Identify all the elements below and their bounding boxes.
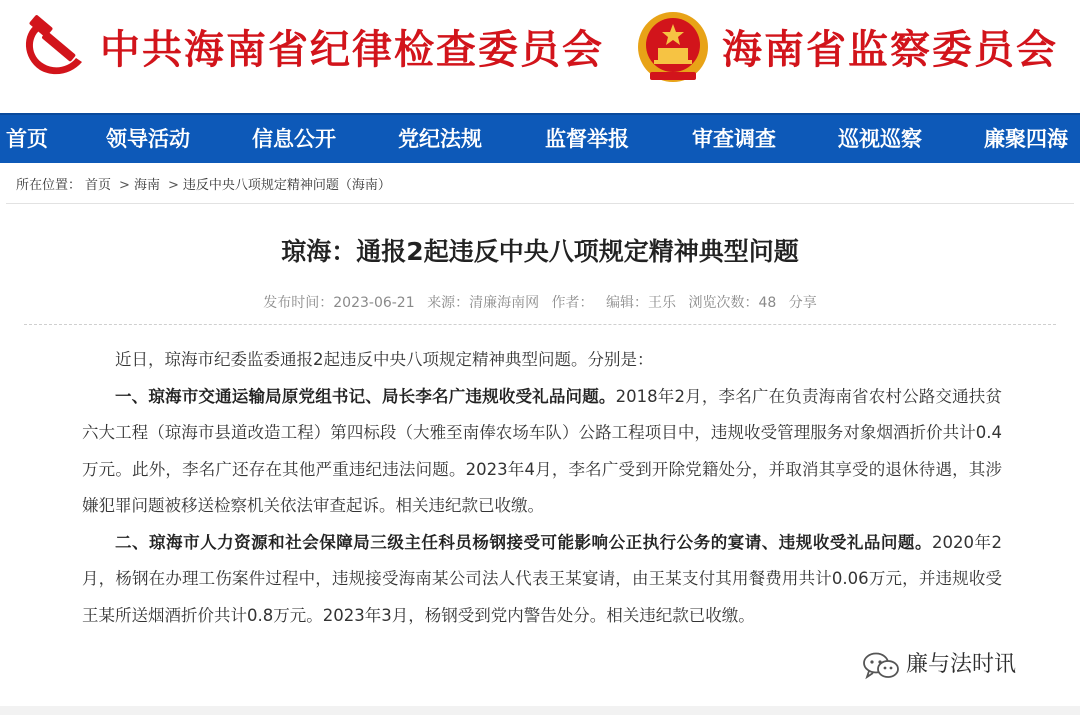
site-title-discipline-commission: 中共海南省纪律检查委员会 [100, 26, 604, 73]
nav-item-inspection[interactable]: 巡视巡察 [838, 127, 922, 151]
nav-item-report[interactable]: 监督举报 [545, 127, 629, 151]
breadcrumb [6, 168, 1074, 204]
page-bottom-bar [0, 706, 1080, 715]
meta-source: 来源：清廉海南网 [427, 295, 540, 311]
site-header [0, 0, 1080, 113]
party-hammer-sickle-icon [16, 12, 88, 84]
site-title-supervision-commission: 海南省监察委员会 [722, 26, 1058, 73]
nav-item-regulations[interactable]: 党纪法规 [398, 127, 482, 151]
meta-date: 发布时间：2023-06-21 [263, 295, 415, 311]
case-1-body: 2018年2月，李名广在负责海南省农村公路交通扶贫六大工程（琼海市县道改造工程）第四标段（大雅至南俸农场车队）公路工程项目中，违规收受管理服务对象烟酒折价共计0.4万元。此外，李名广还存在其他严重违纪违法问题。2023年4月，李名广受到开除党籍处分，并取消其享受的退休待遇，其涉嫌犯罪问题被移送检察机关依法审查起诉。相关违纪款已收缴。 [82, 386, 1002, 515]
breadcrumb-label: 所在位置： [16, 178, 82, 193]
nav-item-leadership[interactable]: 领导活动 [106, 127, 190, 151]
nav-item-sihai[interactable]: 廉聚四海 [984, 127, 1068, 151]
main-nav [0, 113, 1080, 163]
breadcrumb-separator: > [167, 178, 179, 193]
wechat-icon [862, 652, 900, 680]
breadcrumb-item-hainan[interactable]: 海南 [133, 178, 160, 193]
article-intro: 近日，琼海市纪委监委通报2起违反中央八项规定精神典型问题。分别是： [115, 350, 654, 369]
breadcrumb-separator: > [119, 178, 130, 193]
article-case-1 [82, 379, 1002, 525]
case-2-lead: 二、琼海市人力资源和社会保障局三级主任科员杨钢接受可能影响公正执行公务的宴请、违规收受礼品问题。 [115, 532, 932, 552]
breadcrumb-item-home[interactable]: 首页 [85, 178, 112, 193]
meta-divider [24, 324, 1056, 325]
meta-author: 作者： [551, 295, 594, 311]
case-1-lead: 一、琼海市交通运输局原党组书记、局长李名广违规收受礼品问题。 [115, 386, 616, 406]
article-meta [0, 290, 1080, 316]
article-title: 琼海：通报2起违反中央八项规定精神典型问题 [281, 237, 799, 266]
meta-views: 浏览次数：48 [688, 295, 777, 311]
breadcrumb-item-category[interactable]: 违反中央八项规定精神问题（海南） [182, 178, 391, 193]
share-link[interactable]: 分享 [788, 295, 817, 311]
article-case-2 [82, 525, 1002, 635]
nav-item-info[interactable]: 信息公开 [252, 127, 336, 151]
nav-item-home[interactable]: 首页 [6, 127, 48, 151]
meta-editor: 编辑：王乐 [606, 295, 676, 311]
nav-item-investigation[interactable]: 审查调查 [692, 127, 776, 151]
article-body [82, 342, 1002, 634]
watermark-text: 廉与法时讯 [906, 652, 1017, 677]
national-emblem-icon [636, 10, 710, 84]
case-2-body: 2020年2月，杨钢在办理工伤案件过程中，违规接受海南某公司法人代表王某宴请，由王某支付其用餐费用共计0.06万元，并违规收受王某所送烟酒折价共计0.8万元。2023年3月，杨钢受到党内警告处分。相关违纪款已收缴。 [82, 532, 1002, 625]
